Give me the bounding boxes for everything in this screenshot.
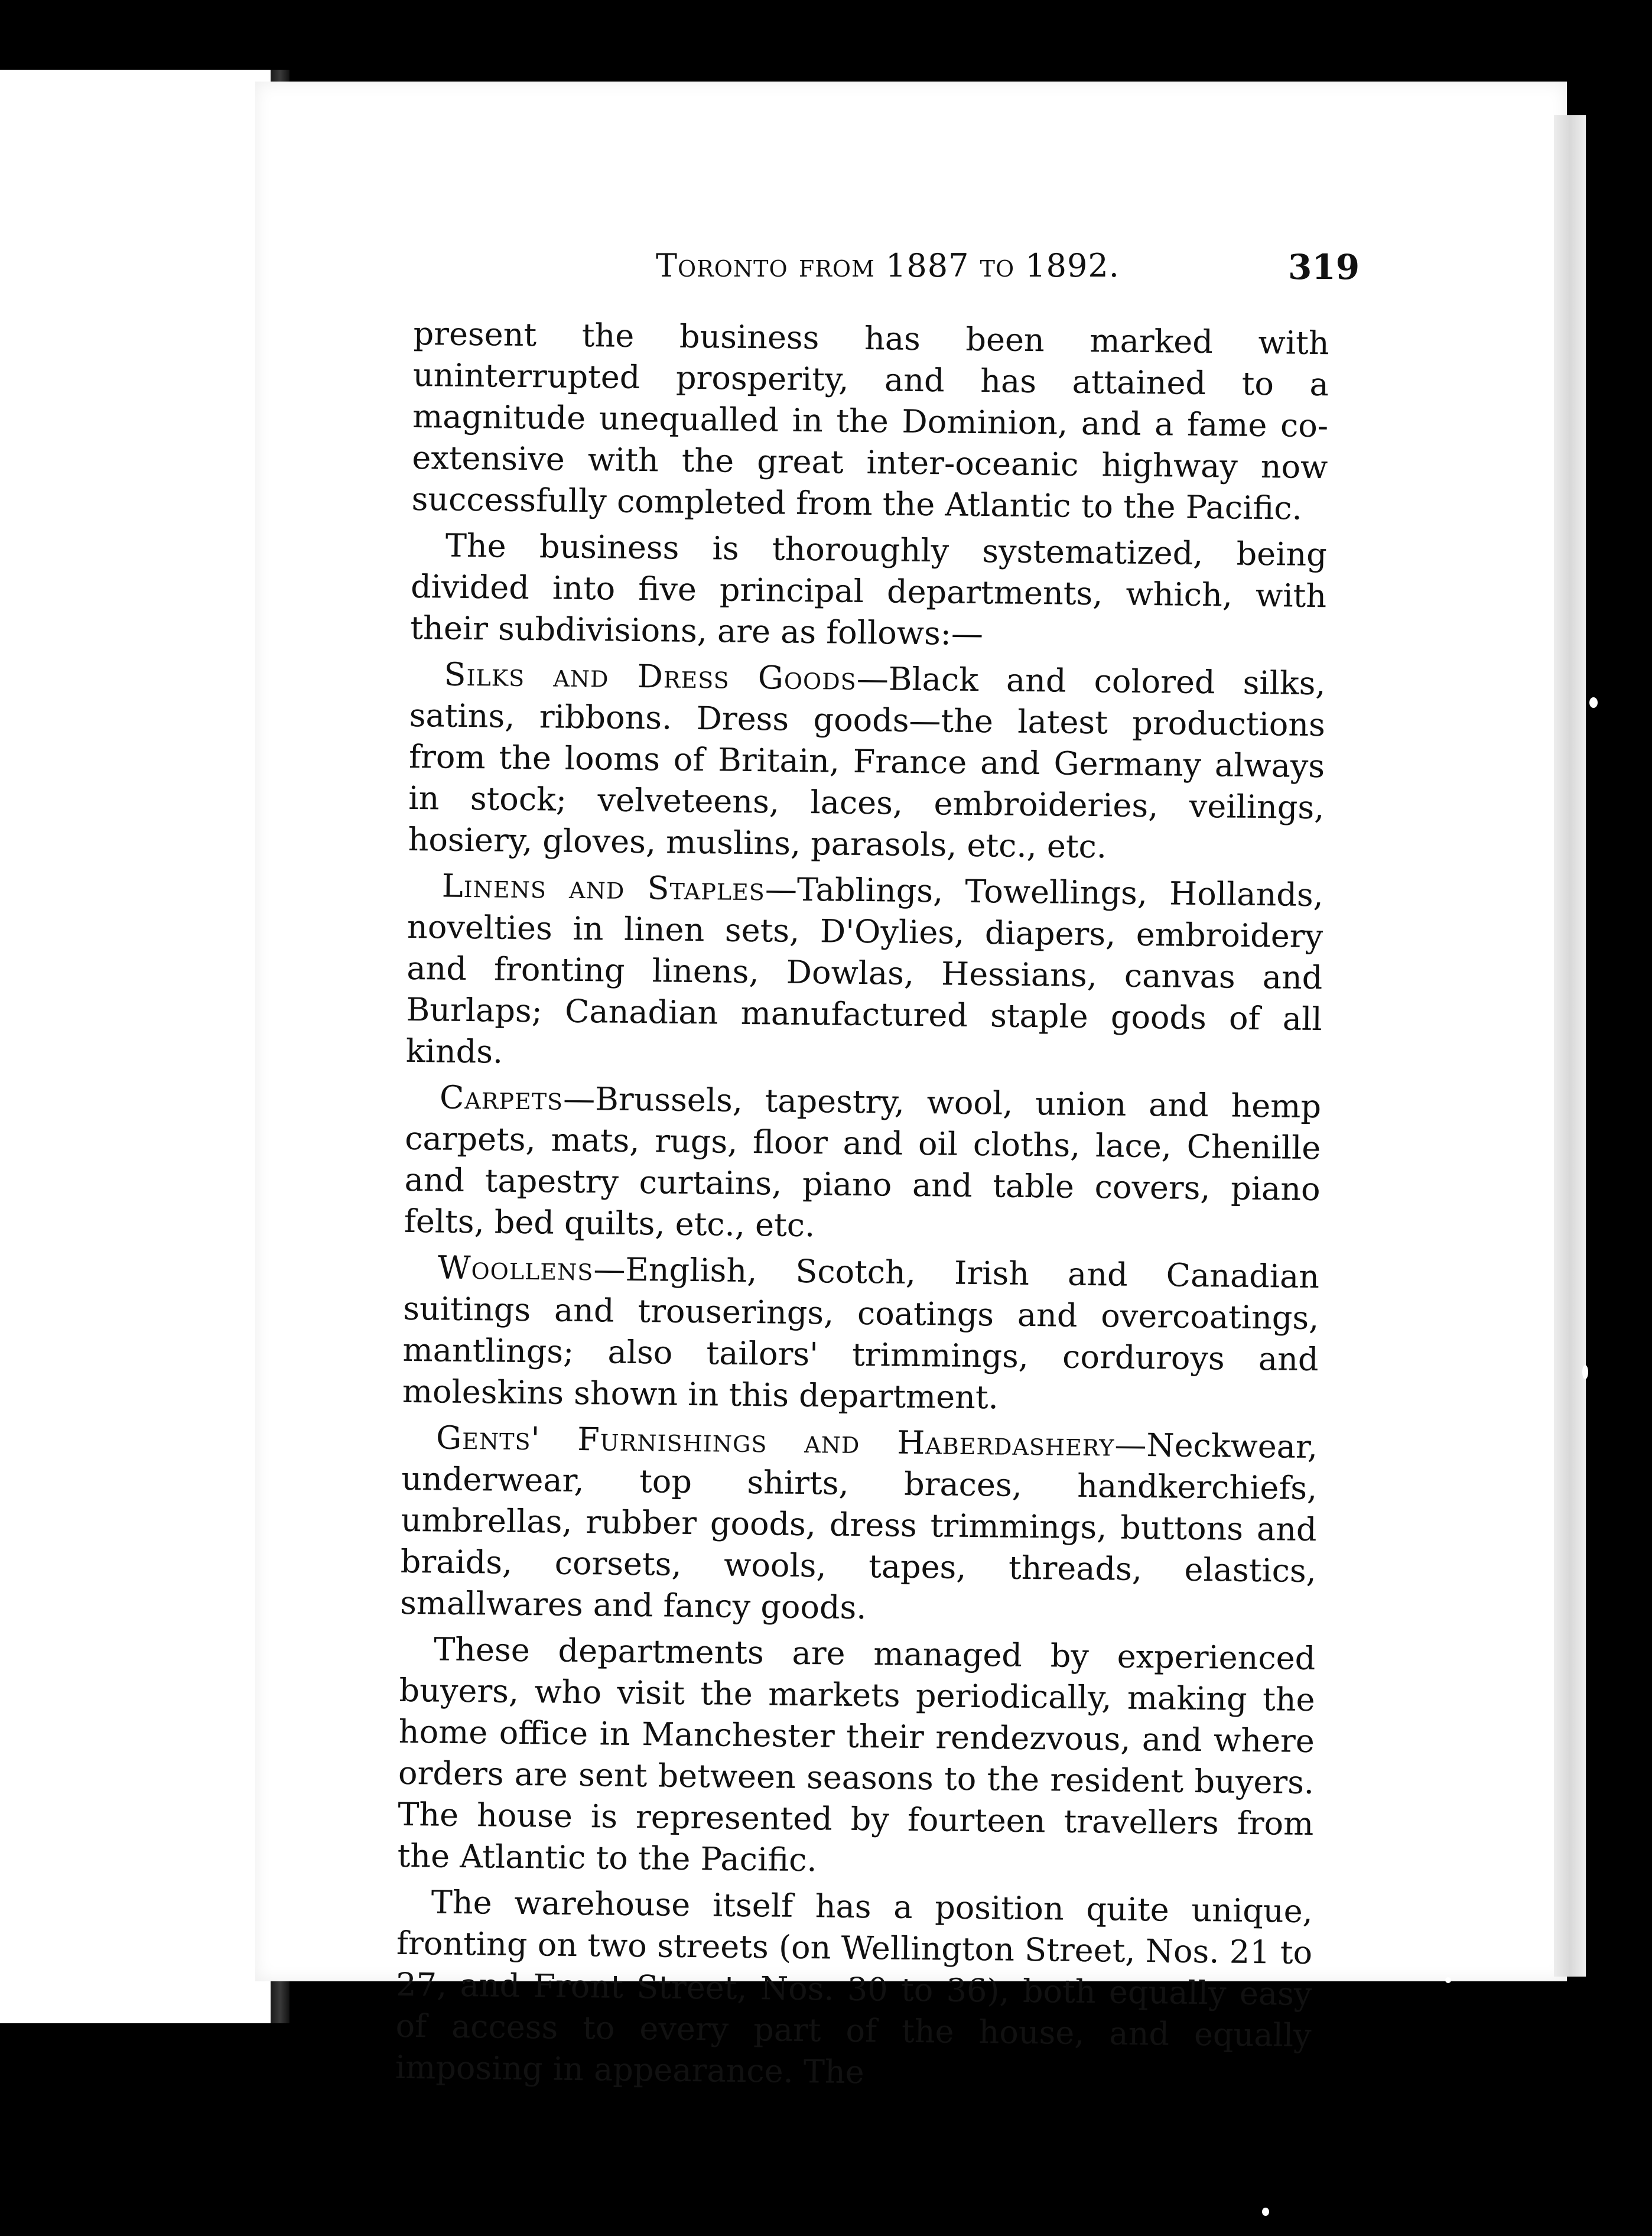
page-number: 319 (1288, 247, 1360, 287)
running-head: Toronto from 1887 to 1892. (656, 247, 1120, 284)
department-gents-heading: Gents' Furnishings and Haberdashery (435, 1419, 1115, 1464)
department-silks (408, 654, 1326, 870)
scan-speck (1582, 1365, 1588, 1379)
page-edge (1554, 115, 1586, 1977)
paragraph-warehouse: The warehouse itself has a position quite unique, fronting on two streets (on Wellington Street, Nos. 21 to 27, and Front Street, Nos. 30 to 36), both equally easy of access to every part of the house, and equally imposing in appearance. The (395, 1883, 1313, 2091)
department-silks-heading: Silks and Dress Goods (444, 655, 857, 697)
department-linens-text: —Tablings, Towellings, Hollands, novelties in linen sets, D'Oylies, diapers, embroidery and fronting linens, Dowlas, Hessians, canvas and Burlaps; Canadian manufactured staple goods of all kinds. (405, 870, 1324, 1071)
scan-speck (1589, 697, 1598, 708)
department-woollens-heading: Woollens (437, 1249, 594, 1288)
department-carpets-text: —Brussels, tapestry, wool, union and hemp carpets, mats, rugs, floor and oil cloths, lace, Chenille and tapestry curtains, piano and table covers, piano felts, bed quilts, etc., etc. (404, 1080, 1322, 1244)
department-woollens (402, 1247, 1320, 1422)
scan-speck (1445, 1977, 1451, 1983)
department-carpets-heading: Carpets (439, 1078, 564, 1117)
department-gents-text: —Neckwear, underwear, top shirts, braces, handkerchiefs, umbrellas, rubber goods, dress trimmings, buttons and braids, corsets, wools, tapes, threads, elastics, smallwares and fancy goods. (399, 1426, 1318, 1627)
department-linens-heading: Linens and Staples (441, 867, 766, 908)
paragraph-continuation: present the business has been marked with uninterrupted prosperity, and has attained to a magnitude unequalled in the Dominion, and a fame co-extensive with the great inter-oceanic highway now successfully completed from the Atlantic to the Pacific. (411, 314, 1329, 527)
paragraph-departments-intro: The business is thoroughly systematized, being divided into five principal departments, which, with their subdivisions, are as follows:— (410, 526, 1328, 653)
department-gents (400, 1417, 1318, 1633)
page-text (395, 313, 1329, 2102)
department-woollens-text: —English, Scotch, Irish and Canadian suitings and trouserings, coatings and overcoatings, mantlings; also tailors' trimmings, corduroys and moleskins shown in this department. (402, 1250, 1320, 1416)
department-carpets (404, 1077, 1322, 1252)
paragraph-buyers: These departments are managed by experienced buyers, who visit the markets periodically, making the home office in Manchester their rendezvous, and where orders are sent between seasons to the resident buyers. The house is represented by fourteen travellers from the Atlantic to the Pacific. (397, 1630, 1316, 1879)
scan-speck (1262, 2208, 1269, 2216)
left-page-margin (0, 70, 271, 2023)
department-silks-text: —Black and colored silks, satins, ribbons. Dress goods—the latest productions from the looms of Britain, France and Germany always in stock; velveteens, laces, embroideries, veilings, hosiery, gloves, muslins, parasols, etc., etc. (408, 659, 1326, 866)
department-linens (406, 865, 1324, 1081)
